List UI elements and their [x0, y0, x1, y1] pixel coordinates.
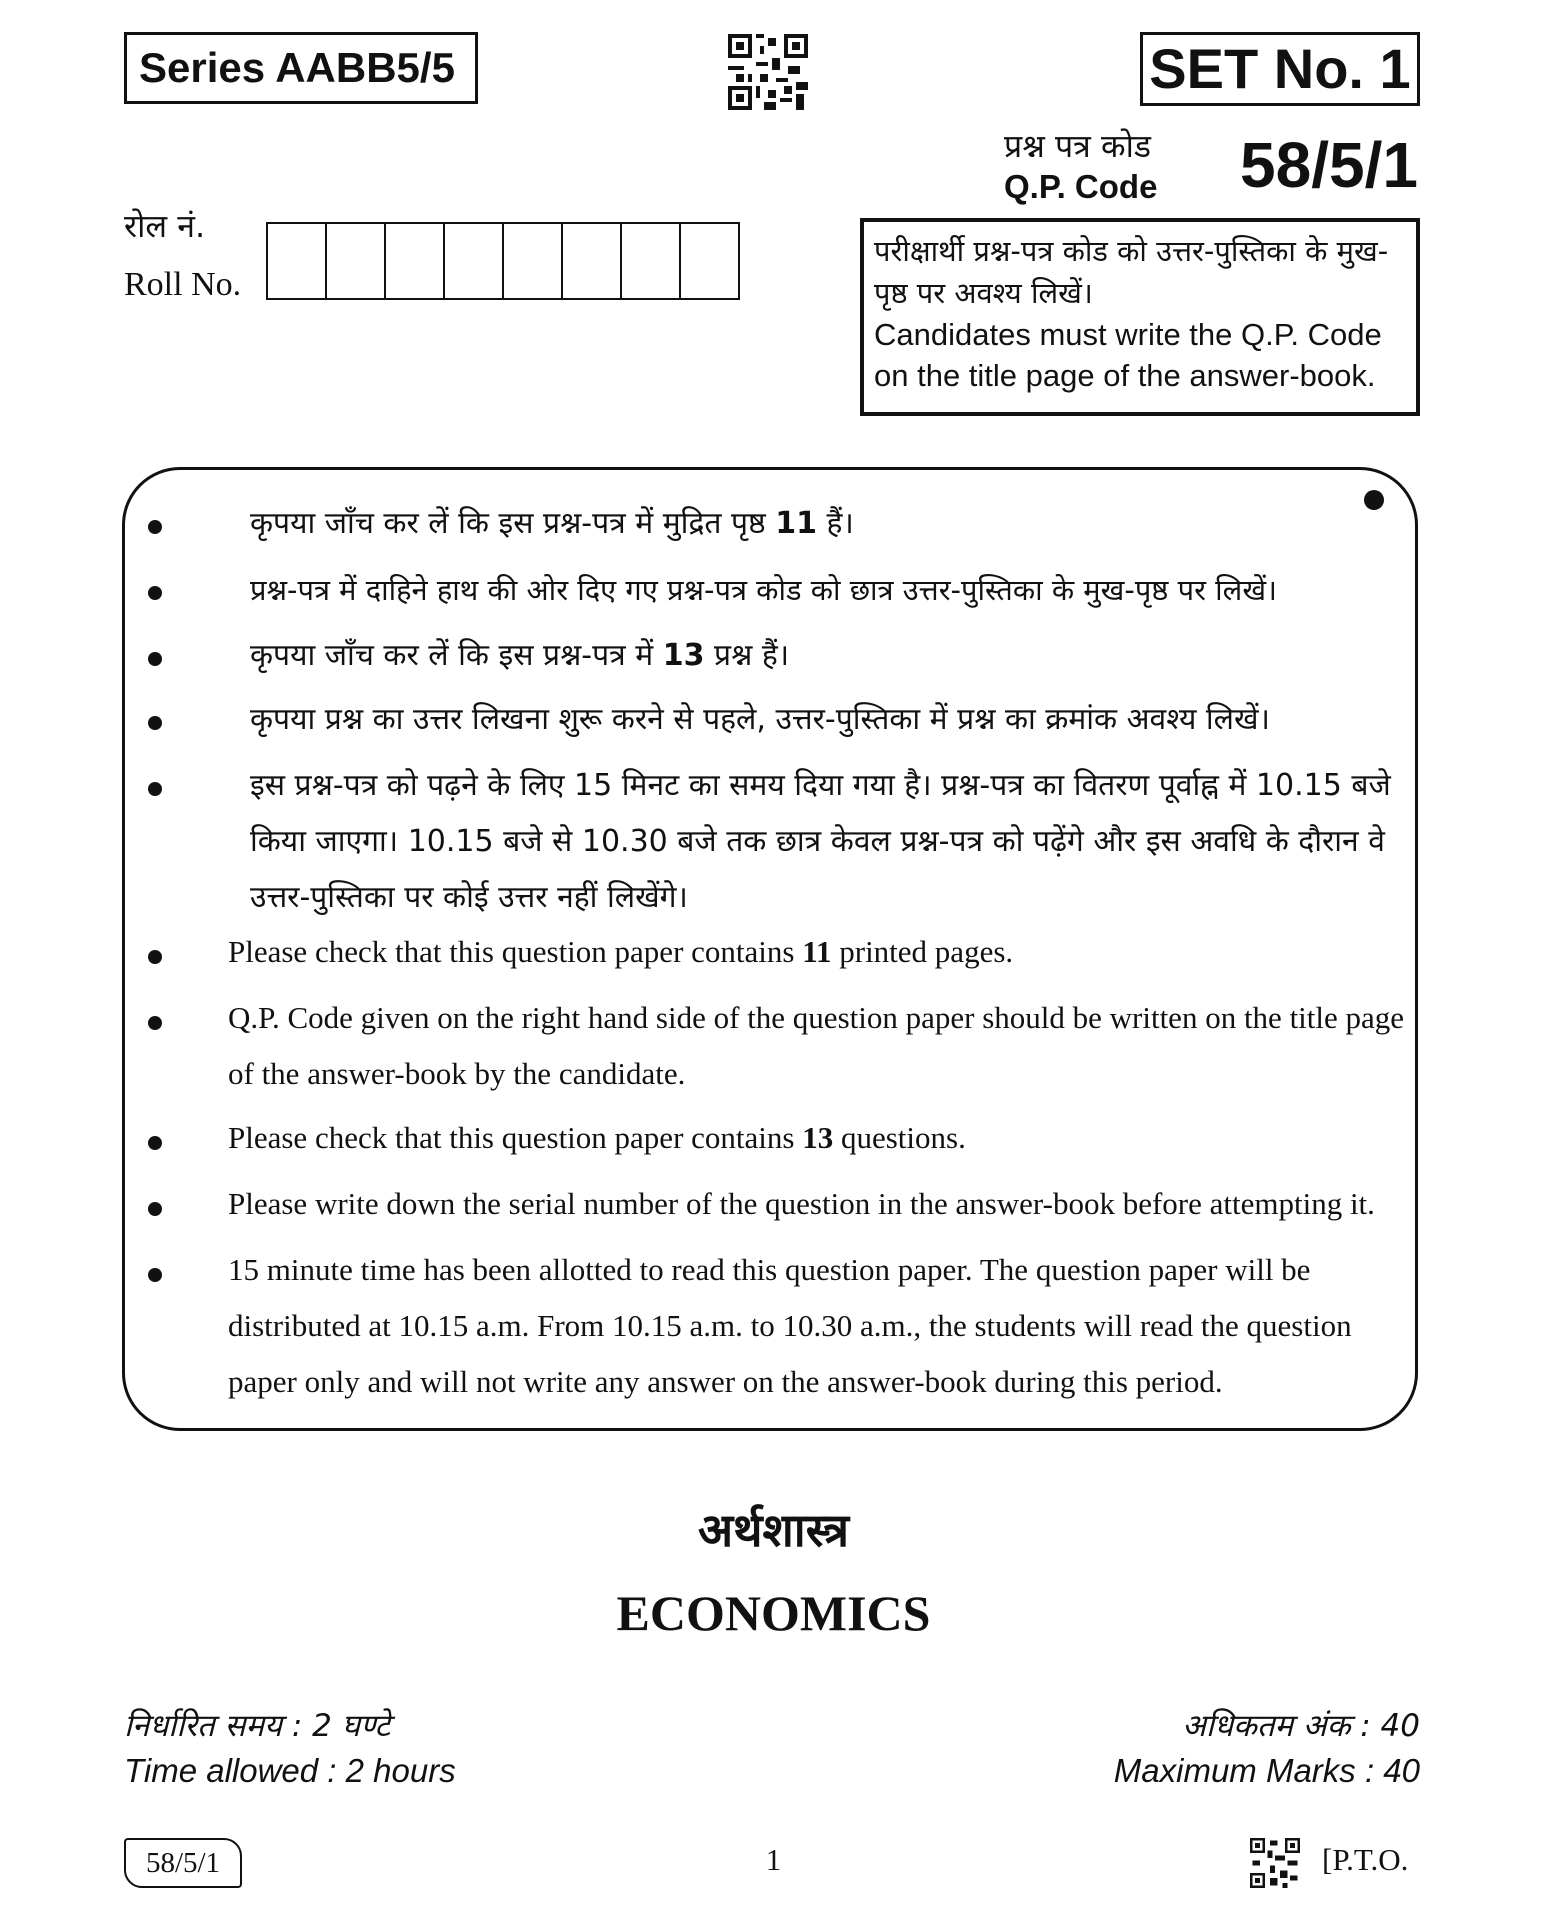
instruction-text: Please check that this question paper contains 13 questions. [228, 1120, 966, 1155]
maximum-marks: Maximum Marks : 40 [1113, 1752, 1420, 1789]
roll-digit-box[interactable] [325, 222, 386, 300]
instruction-text: कृपया प्रश्न का उत्तर लिखना शुरू करने से पहले, उत्तर-पुस्तिका में प्रश्न का क्रमांक अवश्य लिखें। [250, 702, 1270, 737]
maximum-marks-hindi: अधिकतम अंक : 40 [1182, 1708, 1420, 1744]
instruction-text: Please check that this question paper contains 11 printed pages. [228, 934, 1014, 969]
qp-code-notice [860, 218, 1420, 416]
roll-digit-box[interactable] [620, 222, 681, 300]
qp-code-label-hindi: प्रश्न पत्र कोड [1004, 127, 1151, 165]
roll-digit-box[interactable] [561, 222, 622, 300]
time-allowed-hindi: निर्धारित समय : 2 घण्टे [124, 1708, 391, 1744]
pto-label: [P.T.O. [1322, 1842, 1409, 1877]
bullet-icon [148, 1202, 162, 1216]
roll-number-boxes[interactable] [266, 222, 740, 300]
roll-digit-box[interactable] [502, 222, 563, 300]
set-number: SET No. 1 [1140, 32, 1420, 106]
qr-code-icon [728, 34, 808, 110]
notice-hindi: परीक्षार्थी प्रश्न-पत्र कोड को उत्तर-पुस्तिका के मुख-पृष्ठ पर अवश्य लिखें। [874, 234, 1389, 310]
subject-title-hindi: अर्थशास्त्र [697, 1503, 850, 1557]
notice-english: Candidates must write the Q.P. Code on the title page of the answer-book. [874, 317, 1382, 393]
bullet-icon [148, 586, 162, 600]
bullet-icon [148, 1136, 162, 1150]
roll-digit-box[interactable] [266, 222, 327, 300]
bullet-icon [148, 520, 162, 534]
roll-digit-box[interactable] [384, 222, 445, 300]
instruction-text: इस प्रश्न-पत्र को पढ़ने के लिए 15 मिनट का समय दिया गया है। प्रश्न-पत्र का वितरण पूर्वाह्न में 10.15 बजे किया जाएगा। 10.15 बजे से 10.30 बजे तक छात्र केवल प्रश्न-पत्र को पढ़ेंगे और इस अवधि के दौरान वे उत्तर-पुस्तिका पर कोई उत्तर नहीं लिखेंगे। [250, 768, 1391, 915]
bullet-icon [148, 716, 162, 730]
instruction-text: Q.P. Code given on the right hand side of the question paper should be written on the title page of the answer-book by the candidate. [228, 1000, 1405, 1091]
roll-digit-box[interactable] [679, 222, 740, 300]
instruction-text: Please write down the serial number of the question in the answer-book before attempting it. [228, 1186, 1375, 1221]
instruction-text: कृपया जाँच कर लें कि इस प्रश्न-पत्र में मुद्रित पृष्ठ 11 हैं। [250, 506, 854, 541]
instruction-text: प्रश्न-पत्र में दाहिने हाथ की ओर दिए गए प्रश्न-पत्र कोड को छात्र उत्तर-पुस्तिका के मुख-पृष्ठ पर लिखें। [250, 573, 1278, 607]
bullet-icon [148, 950, 162, 964]
bullet-icon [148, 1016, 162, 1030]
roll-label-hindi: रोल नं. [124, 207, 206, 245]
roll-digit-box[interactable] [443, 222, 504, 300]
qp-code-value: 58/5/1 [1240, 129, 1418, 201]
series-label: Series AABB5/5 [124, 32, 478, 104]
subject-title: ECONOMICS [616, 1585, 931, 1641]
qp-code-label: Q.P. Code [1004, 168, 1158, 205]
bullet-icon [148, 652, 162, 666]
roll-label: Roll No. [124, 266, 242, 303]
bullet-icon [148, 1268, 162, 1282]
instruction-text: 15 minute time has been allotted to read this question paper. The question paper will be distributed at 10.15 a.m. From 10.15 a.m. to 10.30 a.m., the students will read the question paper only and will not write any answer on the answer-book during this period. [228, 1252, 1352, 1399]
bullet-icon [148, 782, 162, 796]
time-allowed: Time allowed : 2 hours [124, 1752, 456, 1789]
instruction-text: कृपया जाँच कर लें कि इस प्रश्न-पत्र में 13 प्रश्न हैं। [250, 638, 790, 673]
page-number: 1 [765, 1842, 782, 1877]
footer-qp-code: 58/5/1 [124, 1838, 242, 1888]
qr-code-icon [1250, 1838, 1300, 1888]
